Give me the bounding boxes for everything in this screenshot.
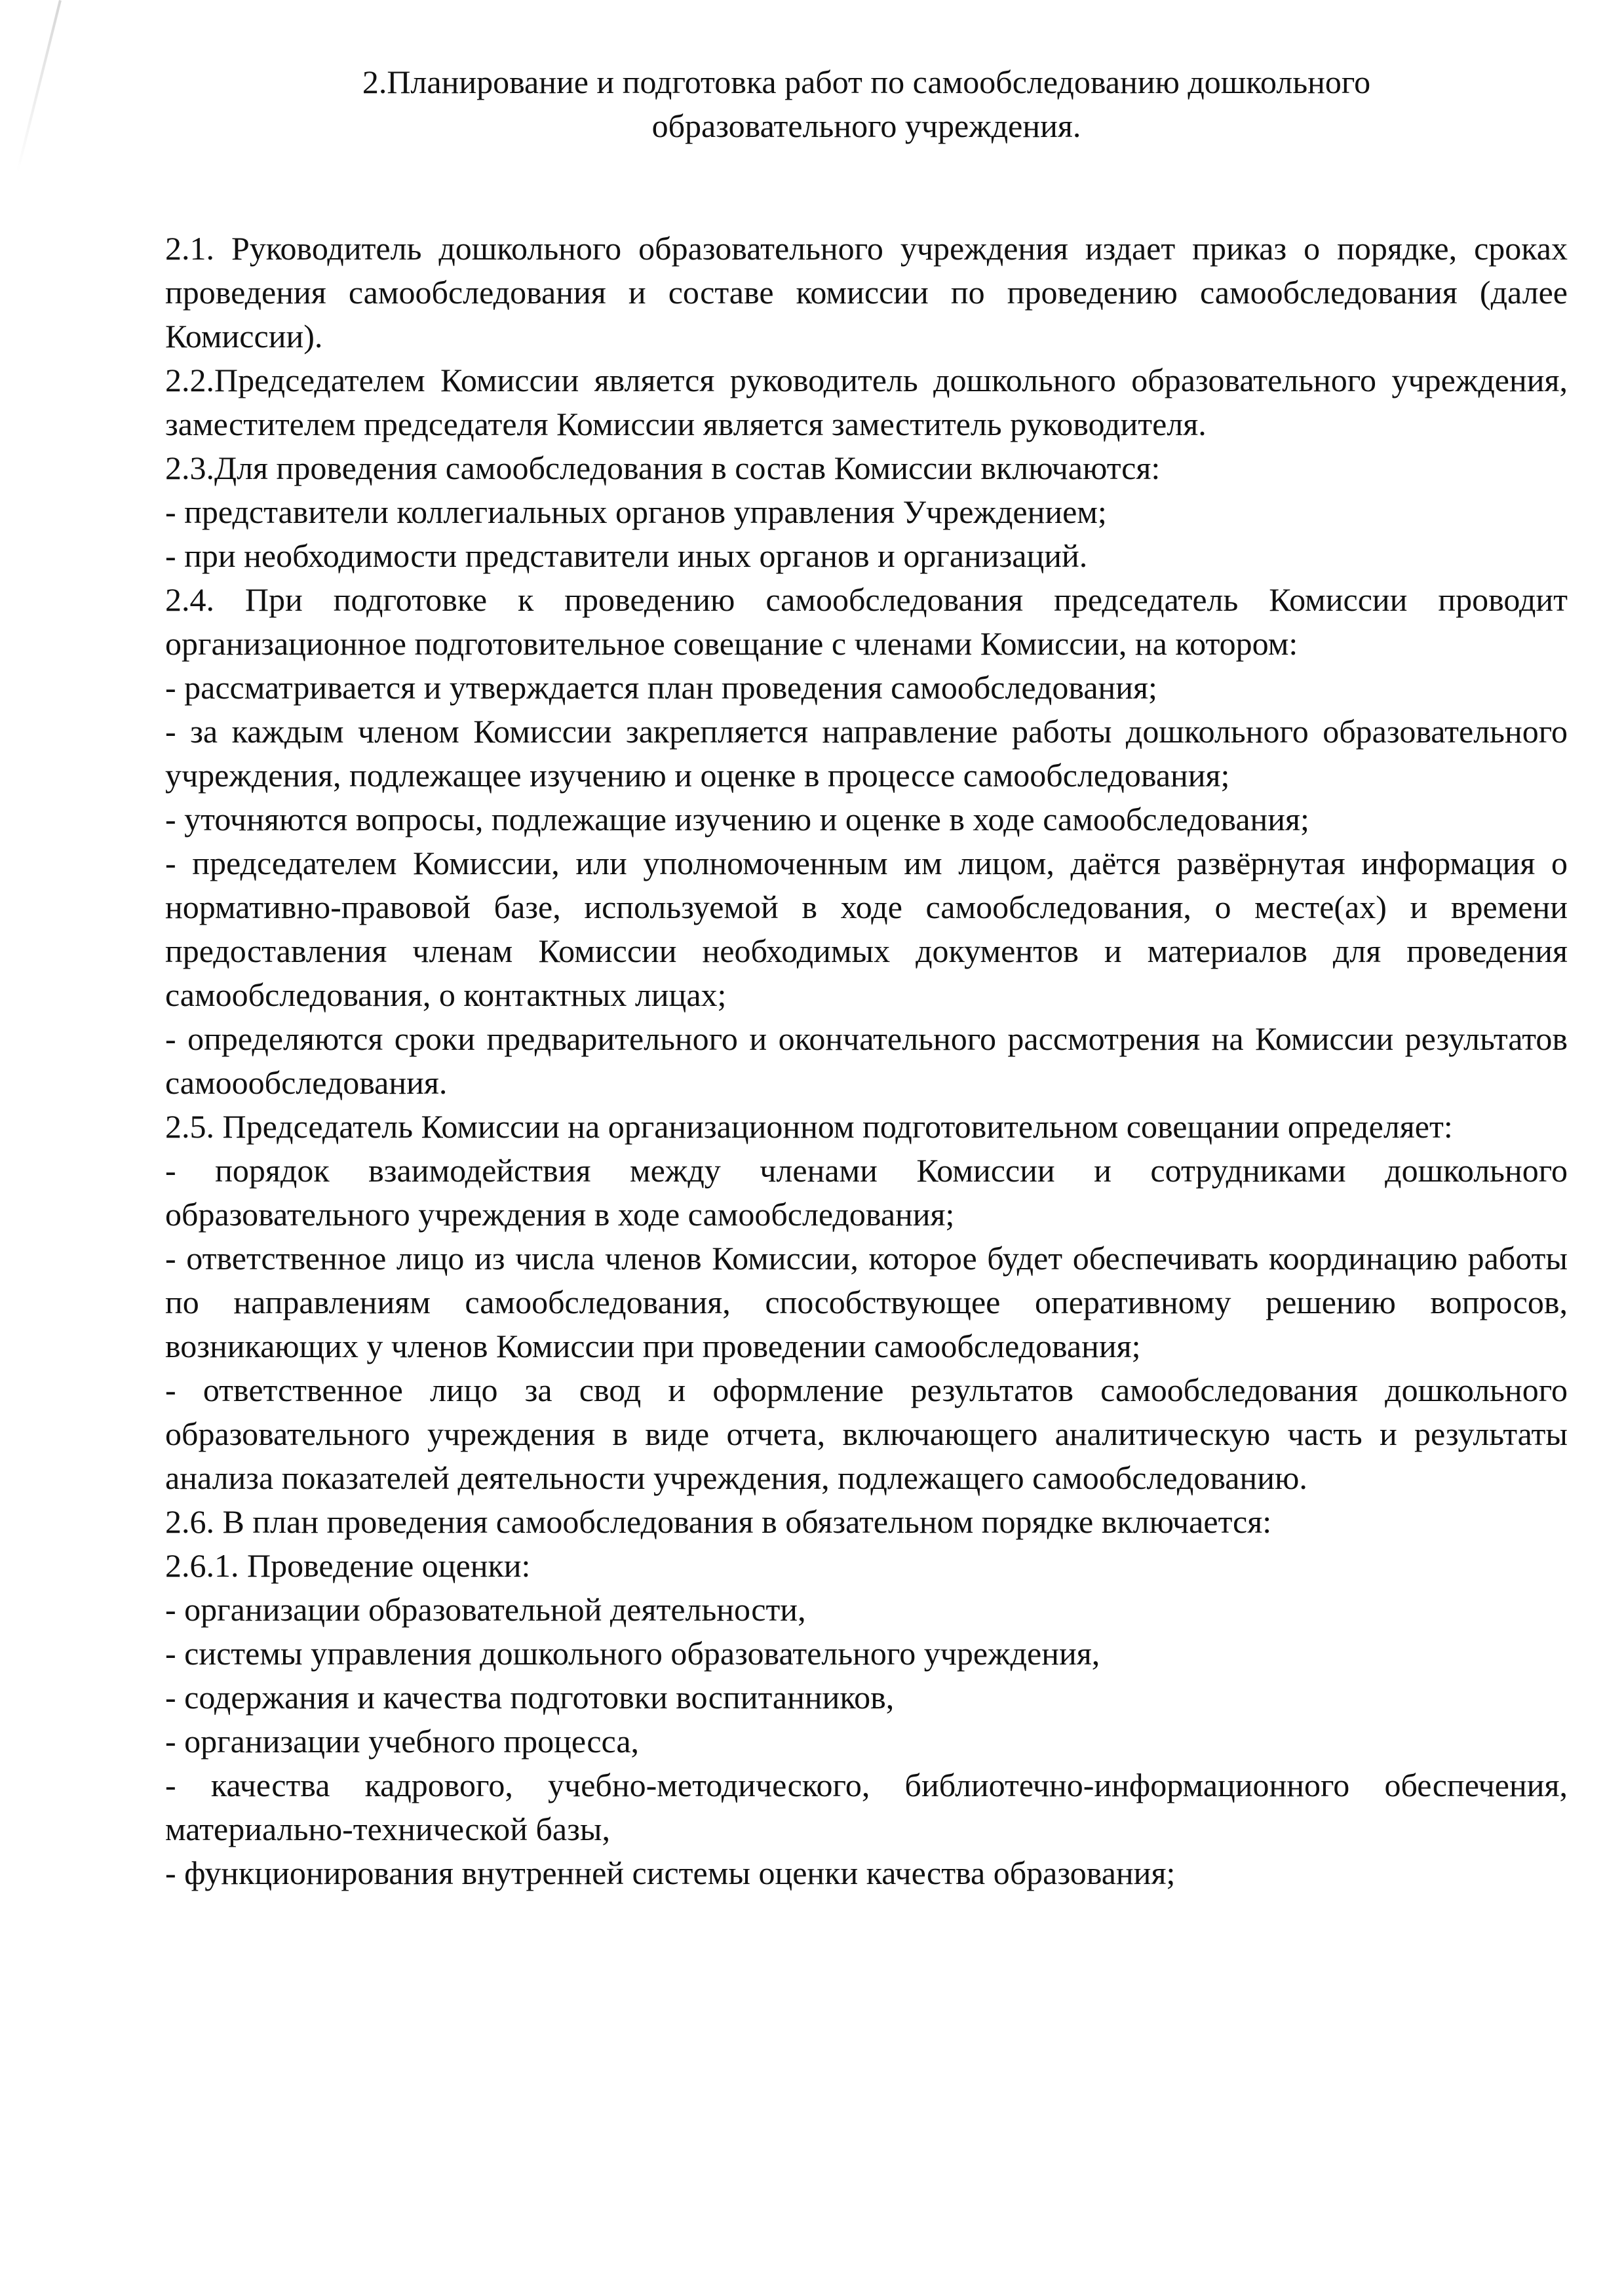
paragraph-2-5: 2.5. Председатель Комиссии на организационном подготовительном совещании определяет: (165, 1108, 1453, 1145)
paragraph-2-4: 2.4. При подготовке к проведению самообследования председатель Комиссии проводит организационное подготовительное совещание с членами Комиссии, на котором: (165, 581, 1568, 662)
section-heading-line1: 2.Планирование и подготовка работ по самообследованию дошкольного (362, 64, 1371, 100)
paragraph-2-6: 2.6. В план проведения самообследования в обязательном порядке включается: (165, 1503, 1272, 1540)
list-item: - уточняются вопросы, подлежащие изучению и оценке в ходе самообследования; (165, 801, 1309, 837)
section-heading-line2: образовательного учреждения. (651, 107, 1081, 144)
paragraph-2-2: 2.2.Председателем Комиссии является руководитель дошкольного образовательного учреждения, заместителем председателя Комиссии является заместитель руководителя. (165, 362, 1568, 442)
list-item: - за каждым членом Комиссии закрепляется направление работы дошкольного образовательного учреждения, подлежащее изучению и оценке в процессе самообследования; (165, 713, 1568, 794)
section-heading (165, 60, 1568, 148)
list-item: - при необходимости представители иных органов и организаций. (165, 537, 1088, 574)
document-body (165, 60, 1568, 1895)
list-item: - порядок взаимодействия между членами Комиссии и сотрудниками дошкольного образовательного учреждения в ходе самообследования; (165, 1152, 1568, 1233)
list-item: - председателем Комиссии, или уполномоченным им лицом, даётся развёрнутая информация о нормативно-правовой базе, используемой в ходе самообследования, о месте(ах) и времени предоставления членам Комиссии необходимых документов и материалов для проведения самообследования, о контактных лицах; (165, 845, 1568, 1013)
list-item: - организации образовательной деятельности, (165, 1591, 806, 1628)
list-item: - ответственное лицо за свод и оформление результатов самообследования дошкольного образовательного учреждения в виде отчета, включающего аналитическую часть и результаты анализа показателей деятельности учреждения, подлежащего самообследованию. (165, 1372, 1568, 1496)
list-item: - качества кадрового, учебно-методического, библиотечно-информационного обеспечения, материально-технической базы, (165, 1767, 1568, 1847)
paragraph-2-6-1: 2.6.1. Проведение оценки: (165, 1547, 531, 1584)
list-item: - организации учебного процесса, (165, 1723, 640, 1760)
list-item: - определяются сроки предварительного и окончательного рассмотрения на Комиссии результатов самоообследования. (165, 1020, 1568, 1101)
paragraph-2-1: 2.1. Руководитель дошкольного образовательного учреждения издает приказ о порядке, сроках проведения самообследования и составе комиссии по проведению самообследования (далее Комиссии). (165, 230, 1568, 355)
list-item: - содержания и качества подготовки воспитанников, (165, 1679, 895, 1716)
scan-fold-line (16, 0, 62, 172)
list-item: - функционирования внутренней системы оценки качества образования; (165, 1855, 1176, 1891)
list-item: - представители коллегиальных органов управления Учреждением; (165, 493, 1107, 530)
list-item: - рассматривается и утверждается план проведения самообследования; (165, 669, 1157, 706)
list-item: - ответственное лицо из числа членов Комиссии, которое будет обеспечивать координацию работы по направлениям самообследования, способствующее оперативному решению вопросов, возникающих у членов Комиссии при проведении самообследования; (165, 1240, 1568, 1364)
paragraph-2-3: 2.3.Для проведения самообследования в состав Комиссии включаются: (165, 450, 1161, 486)
list-item: - системы управления дошкольного образовательного учреждения, (165, 1635, 1100, 1672)
